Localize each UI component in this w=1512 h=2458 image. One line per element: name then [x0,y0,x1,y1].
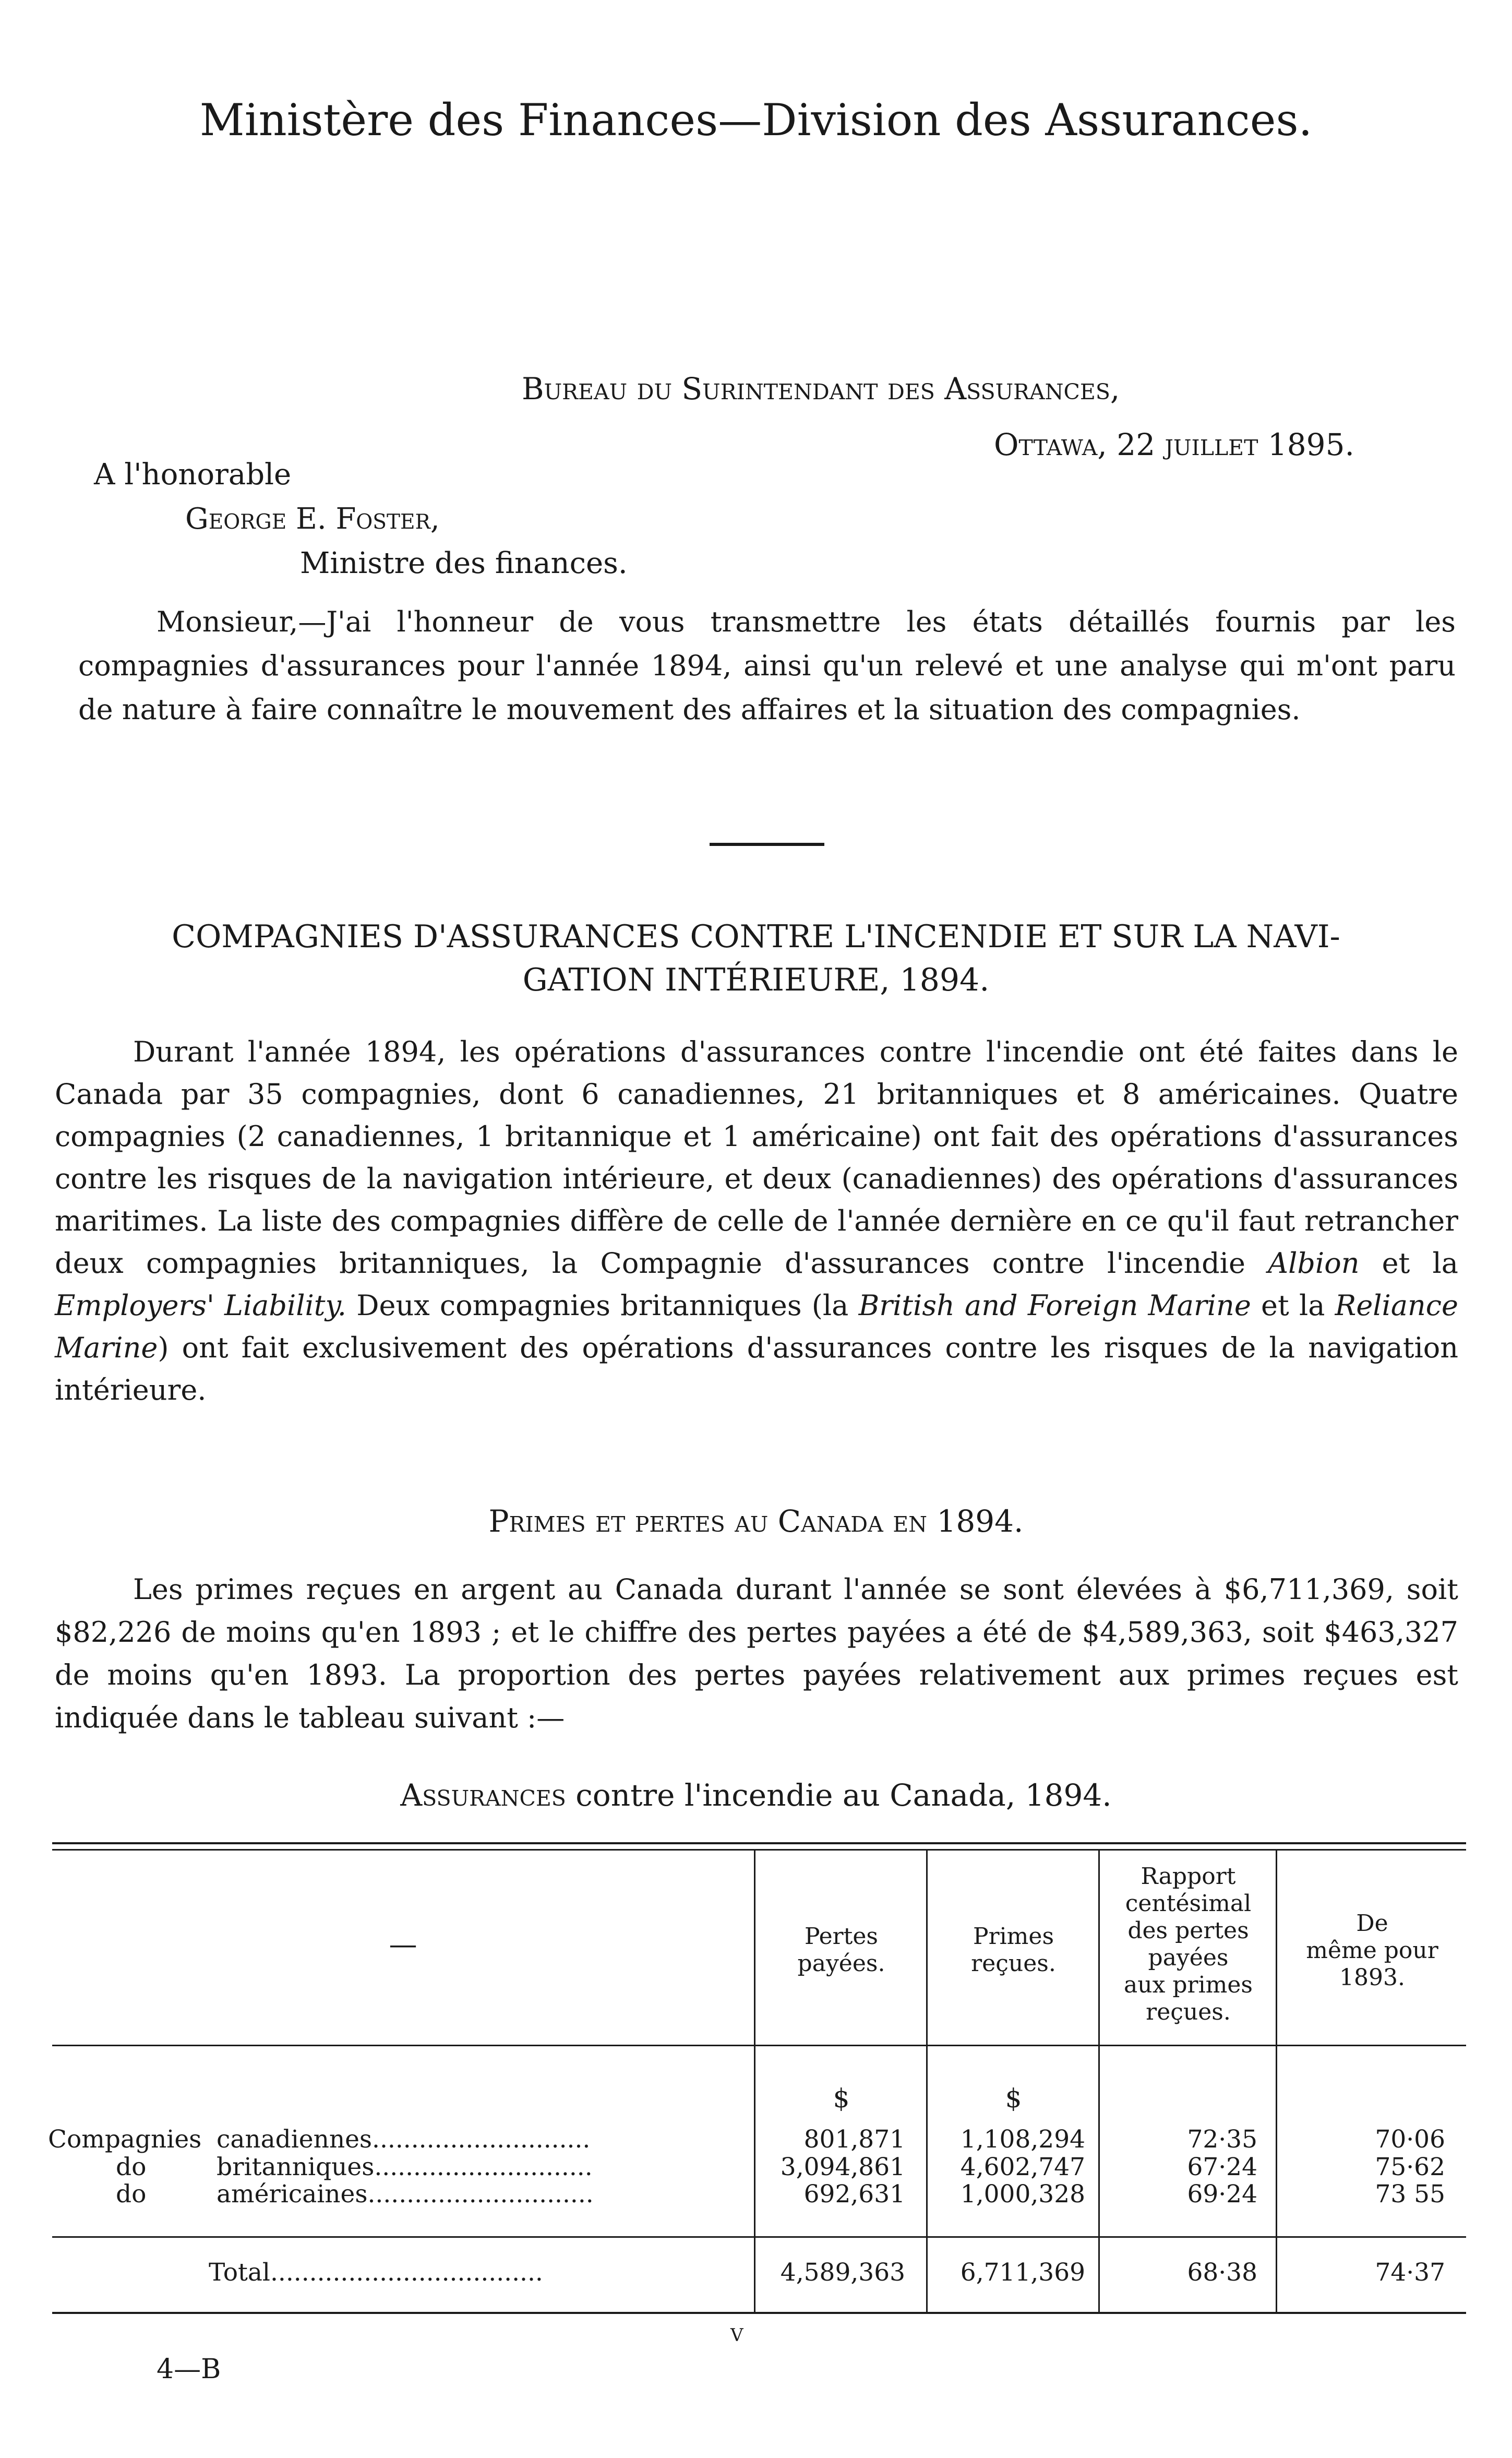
addressee-line-2: George E. Foster, [185,502,440,536]
total-label: Total................................... [209,2258,543,2287]
currency-primes: $ [1005,2083,1022,2114]
para-italic-employers: Employers' Liability. [55,1289,346,1322]
para-italic-albion: Albion [1268,1247,1360,1280]
bureau-line: Bureau du Surintendant des Assurances, [522,371,1120,407]
section-paragraph [55,1031,1458,1411]
addressee-line-3: Ministre des finances. [300,546,628,580]
header-pertes [757,1923,926,1977]
page-mark: v [730,2318,743,2347]
header-rapport-l3: des pertes [1127,1917,1249,1944]
para-part3: Deux compagnies britanniques (la [346,1289,859,1322]
header-rapport-l6: reçues. [1146,1999,1231,2025]
row-2-rapport: 67·24 [1187,2153,1257,2181]
header-first: — [389,1928,417,1961]
row-3-pertes: 692,631 [803,2180,905,2209]
row-3-rapport: 69·24 [1187,2180,1257,2209]
section-title-line-1: COMPAGNIES D'ASSURANCES CONTRE L'INCENDIE ET SUR LA NAVI- [172,918,1340,955]
col-line-1 [754,1851,755,2312]
addressee-line-1: A l'honorable [94,458,292,492]
header-rapport [1101,1863,1276,2026]
section-title-line-2: GATION INTÉRIEURE, 1894. [522,962,990,998]
table-bottom-rule [52,2312,1466,2314]
para-part4: et la [1251,1289,1335,1322]
header-meme-l1: De [1356,1910,1388,1937]
subheading: Primes et pertes au Canada en 1894. [488,1504,1024,1539]
row-2-label-1: do [116,2153,147,2181]
para-italic-reliance: Reliance Marine [55,1289,1458,1364]
total-primes: 6,711,369 [960,2258,1085,2287]
row-1-pertes: 801,871 [803,2125,905,2154]
table-header-rule [52,2045,1466,2046]
para-italic-british: British and Foreign Marine [858,1289,1251,1322]
row-1-rapport: 72·35 [1187,2125,1257,2154]
table-caption-rest: contre l'incendie au Canada, 1894. [566,1777,1112,1813]
row-3-label-1: do [116,2180,147,2209]
signature-mark: 4—B [157,2354,221,2385]
row-1-primes: 1,108,294 [960,2125,1085,2154]
col-line-4 [1276,1851,1277,2312]
header-primes-l1: Primes [973,1923,1054,1950]
col-line-2 [926,1851,928,2312]
separator-rule [710,843,824,846]
table-top-rule-2 [52,1849,1466,1851]
place-date: Ottawa, 22 juillet 1895. [994,427,1354,462]
header-meme-l3: 1893. [1339,1964,1405,1991]
table-caption-sc: Assurances [400,1777,566,1813]
header-meme [1278,1910,1466,1991]
total-meme: 74·37 [1375,2258,1445,2287]
para-part2: et la [1359,1247,1458,1280]
row-1-meme: 70·06 [1375,2125,1445,2154]
table-total-rule [52,2236,1466,2238]
table-top-rule-1 [52,1842,1466,1844]
para-part5: ) ont fait exclusivement des opérations d'assurances contre les risques de la navigation intérieure. [55,1331,1458,1406]
row-2-meme: 75·62 [1375,2153,1445,2181]
header-pertes-l1: Pertes [804,1923,878,1950]
letter-body: Monsieur,—J'ai l'honneur de vous transmettre les états détaillés fournis par les compagnies d'assurances pour l'année 1894, ainsi qu'un relevé et une analyse qui m'ont paru de nature à faire connaître le mouvement des affaires et la situation des compagnies. [78,605,1456,726]
col-line-3 [1098,1851,1100,2312]
header-rapport-l4: payées [1148,1944,1229,1971]
row-1-label-1: Compagnies [48,2125,202,2154]
total-rapport: 68·38 [1187,2258,1257,2287]
row-3-label-2: américaines............................. [217,2180,594,2209]
row-1-label-2: canadiennes............................ [217,2125,591,2154]
primes-paragraph: Les primes reçues en argent au Canada durant l'année se sont élevées à $6,711,369, soit $82,226 de moins qu'en 1893 ; et le chiffre des pertes payées a été de $4,589,363, soit $463,327 de moins qu'en 1893. La proportion des pertes payées relativement aux primes reçues est indiquée dans le tableau suivant :— [55,1573,1458,1734]
header-pertes-l2: payées. [797,1950,885,1977]
header-rapport-l2: centésimal [1125,1890,1252,1917]
table-caption [0,1774,1512,1816]
row-2-label-2: britanniques............................ [217,2153,593,2181]
para-part1: Durant l'année 1894, les opérations d'assurances contre l'incendie ont été faites dans le Canada par 35 compagnies, dont 6 canadiennes, 21 britanniques et 8 américaines. Quatre compagnies (2 canadiennes, 1 britannique et 1 américaine) ont fait des opérations d'assurances contre les risques de la navigation intérieure, et deux (canadiennes) des opérations d'assurances maritimes. La liste des compagnies diffère de celle de l'année dernière en ce qu'il faut retrancher deux compagnies britanniques, la Compagnie d'assurances contre l'incendie [55,1035,1458,1280]
header-primes [929,1923,1098,1977]
page-header: Ministère des Finances—Division des Assurances. [199,94,1313,146]
row-2-primes: 4,602,747 [960,2153,1085,2181]
currency-pertes: $ [833,2083,850,2114]
row-3-primes: 1,000,328 [960,2180,1085,2209]
row-2-pertes: 3,094,861 [780,2153,905,2181]
header-meme-l2: même pour [1306,1937,1438,1964]
header-primes-l2: reçues. [971,1950,1056,1977]
total-pertes: 4,589,363 [780,2258,905,2287]
header-rapport-l1: Rapport [1141,1863,1236,1890]
header-rapport-l5: aux primes [1124,1972,1253,1998]
row-3-meme: 73 55 [1375,2180,1445,2209]
